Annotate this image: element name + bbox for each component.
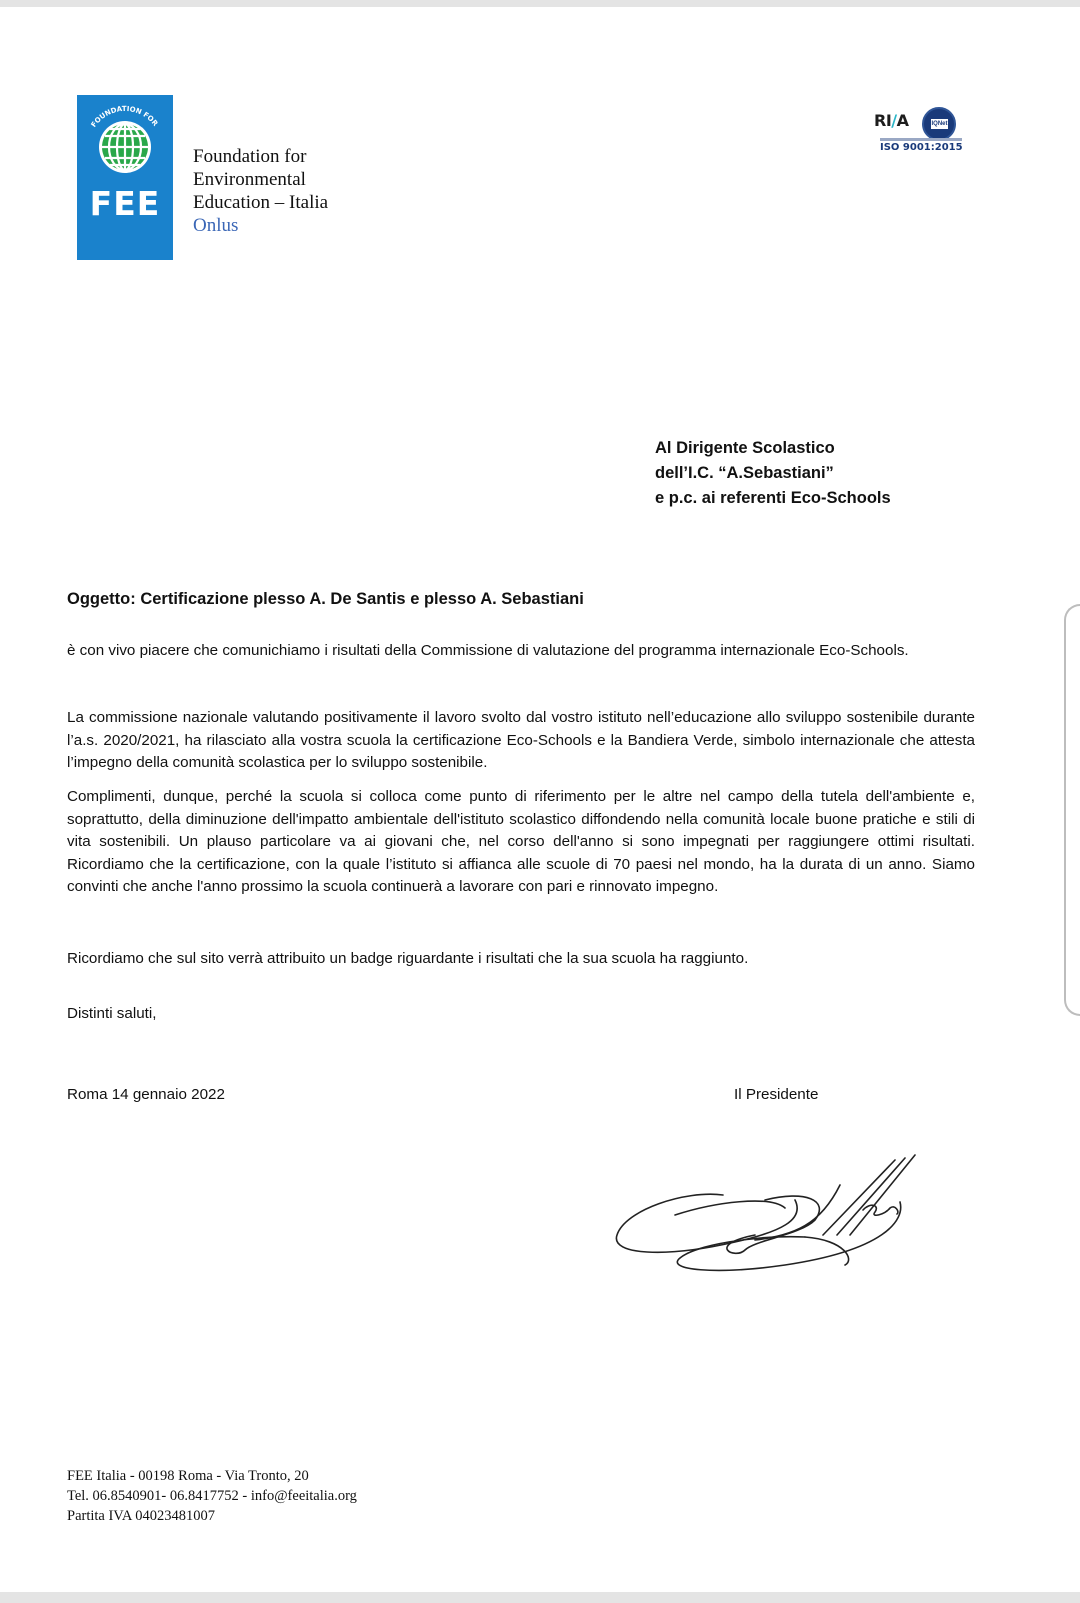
org-name-line: Education – Italia <box>193 192 329 213</box>
handwritten-signature <box>605 1140 925 1280</box>
signer-title: Il Presidente <box>734 1086 819 1103</box>
rina-certification-logo <box>874 105 964 160</box>
organization-name <box>193 145 328 237</box>
footer-vat: Partita IVA 04023481007 <box>67 1508 215 1524</box>
globe-icon <box>77 95 173 191</box>
recipient-line: dell’I.C. “A.Sebastiani” <box>655 464 834 482</box>
svg-text:FOUNDATION FOR: FOUNDATION FOR <box>89 104 160 129</box>
letter-subject: Oggetto: Certificazione plesso A. De Santis e plesso A. Sebastiani <box>67 590 584 608</box>
divider <box>880 138 962 141</box>
body-paragraph: Ricordiamo che sul sito verrà attribuito un badge riguardante i risultati che la sua scuola ha raggiunto. <box>67 950 749 967</box>
body-paragraph: Complimenti, dunque, perché la scuola si colloca come punto di riferimento per le altre nel campo della tutela dell'ambiente e, soprattutto, della diminuzione dell'impatto ambientale dell'istituto scolastico diffondendo nella comunità locale buone pratiche e stili di vita sostenibili. Un plauso particolare va ai giovani che, nel corso dell'anno si sono impegnati per raggiungere ottimi risultati. Ricordiamo che la certificazione, con la quale l’istituto si affianca alle scuole di 70 paesi nel mondo, ha la durata di un anno. Siamo convinti che anche l'anno prossimo la scuola continuerà a lavorare con pari e rinnovato impegno. <box>67 788 975 895</box>
viewer-top-bar <box>0 0 1080 7</box>
body-paragraph: è con vivo piacere che comunichiamo i risultati della Commissione di valutazione del programma internazionale Eco-Schools. <box>67 642 909 659</box>
rina-brand: RI/A <box>874 111 909 130</box>
recipient-line: Al Dirigente Scolastico <box>655 439 835 457</box>
iso-standard: ISO 9001:2015 <box>880 142 963 153</box>
recipient-line: e p.c. ai referenti Eco-Schools <box>655 489 891 507</box>
org-suffix: Onlus <box>193 215 239 236</box>
letter-footer <box>67 1466 357 1526</box>
closing-greeting: Distinti saluti, <box>67 1005 157 1022</box>
iqnet-badge-icon <box>922 107 956 141</box>
iqnet-label: IQNet <box>931 121 948 127</box>
fee-logo-text: FEE <box>89 184 161 223</box>
fee-logo <box>77 95 173 260</box>
place-and-date: Roma 14 gennaio 2022 <box>67 1086 225 1103</box>
footer-address: FEE Italia - 00198 Roma - Via Tronto, 20 <box>67 1468 309 1484</box>
org-name-line: Foundation for <box>193 146 307 167</box>
viewer-bottom-bar <box>0 1592 1080 1603</box>
footer-contacts: Tel. 06.8540901- 06.8417752 - info@feeitalia.org <box>67 1488 357 1504</box>
org-name-line: Environmental <box>193 169 306 190</box>
side-panel-handle[interactable] <box>1064 604 1080 1016</box>
body-paragraph: La commissione nazionale valutando positivamente il lavoro svolto dal vostro istituto nell’educazione allo sviluppo sostenibile durante l’a.s. 2020/2021, ha rilasciato alla vostra scuola la certificazione Eco-Schools e la Bandiera Verde, simbolo internazionale che attesta l’impegno della comunità scolastica per lo sviluppo sostenibile. <box>67 709 975 771</box>
recipient-block <box>655 436 891 511</box>
